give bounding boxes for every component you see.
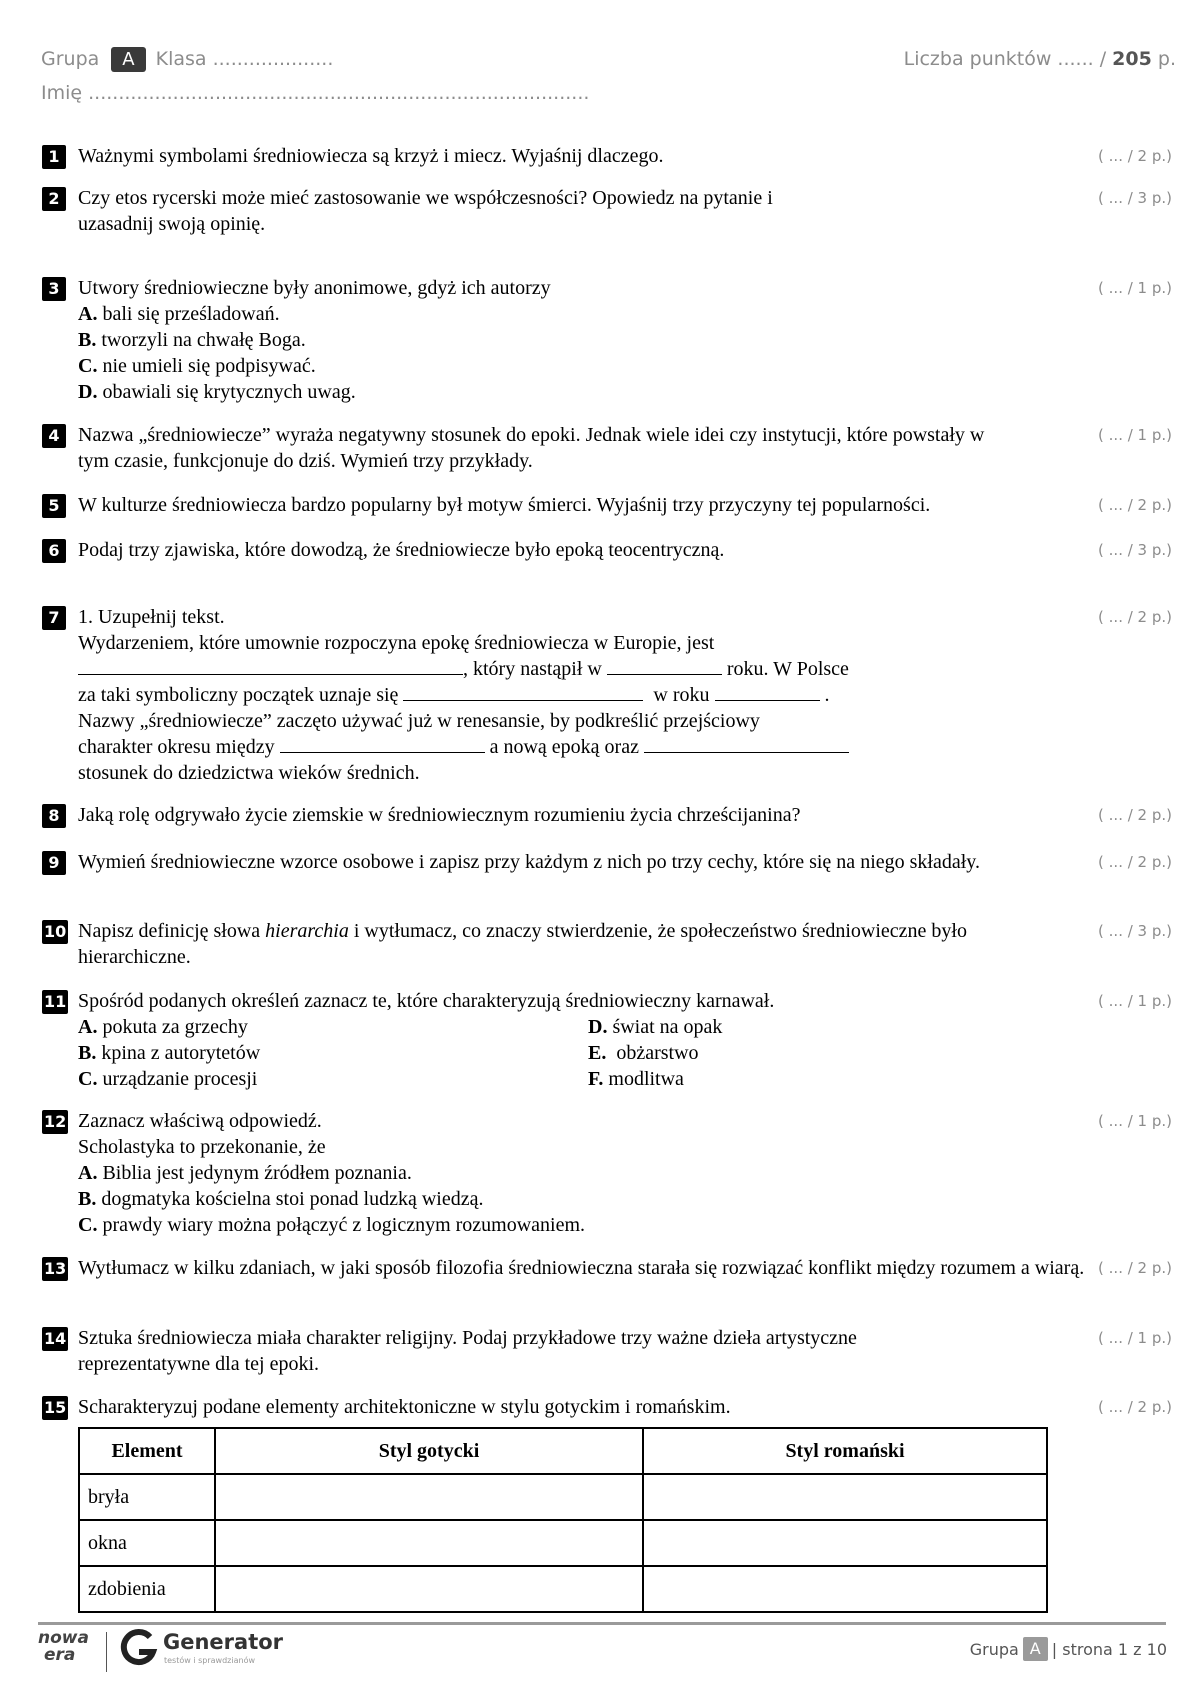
option-d: D. obawiali się krytycznych uwag. — [78, 381, 356, 403]
blank-event-poland[interactable] — [403, 682, 643, 701]
task-8 — [42, 802, 1172, 828]
footer-divider — [38, 1622, 1166, 1625]
page-number: | strona 1 z 10 — [1051, 1639, 1167, 1659]
option-c: C. nie umieli się podpisywać. — [78, 355, 316, 377]
task-points: ( ... / 3 p.) — [1098, 189, 1172, 207]
task-1 — [42, 143, 1172, 169]
task-subtext: Scholastyka to przekonanie, że — [78, 1136, 326, 1158]
task-number: 2 — [42, 187, 66, 211]
task-number: 1 — [42, 145, 66, 169]
option-a: A. Biblia jest jedynym źródłem poznania. — [78, 1162, 412, 1184]
task-number: 8 — [42, 804, 66, 828]
task-9 — [42, 849, 1172, 875]
task-15 — [42, 1394, 1172, 1420]
option-a: A. pokuta za grzechy — [78, 1016, 248, 1038]
points-unit: p. — [1157, 48, 1176, 70]
task-13 — [42, 1255, 1172, 1281]
element-cell: zdobienia — [79, 1566, 215, 1612]
task-12 — [42, 1108, 1172, 1238]
options-grid — [78, 1014, 1088, 1092]
generator-g-icon — [120, 1628, 158, 1670]
group-class-row — [41, 42, 589, 76]
task-text: Czy etos rycerski może mieć zastosowanie we współczesności? Opowiedz na pytanie i uzasadnij swoją opinię. — [78, 187, 773, 235]
task-2 — [42, 185, 1172, 237]
name-row — [41, 76, 589, 110]
task-text: Jaką rolę odgrywało życie ziemskie w średniowiecznym rozumieniu życia chrześcijanina? — [78, 804, 801, 826]
task-points: ( ... / 1 p.) — [1098, 992, 1172, 1010]
task-4 — [42, 422, 1172, 474]
blank-attitude[interactable] — [644, 734, 849, 753]
option-b: B. kpina z autorytetów — [78, 1042, 261, 1064]
logo-separator — [106, 1632, 107, 1672]
task-14 — [42, 1325, 1172, 1377]
name-field: Imię ................................................................................... — [41, 82, 590, 104]
column-header-element: Element — [79, 1428, 215, 1474]
task-points: ( ... / 2 p.) — [1098, 608, 1172, 626]
task-number: 13 — [42, 1257, 68, 1281]
task-points: ( ... / 1 p.) — [1098, 279, 1172, 297]
option-c: C. urządzanie procesji — [78, 1068, 258, 1090]
task-points: ( ... / 2 p.) — [1098, 806, 1172, 824]
gothic-answer-cell[interactable] — [215, 1566, 643, 1612]
option-f: F. modlitwa — [588, 1068, 684, 1090]
blank-year-europe[interactable] — [607, 656, 722, 675]
task-text: Scharakteryzuj podane elementy architektoniczne w stylu gotyckim i romańskim. — [78, 1396, 731, 1418]
points-total — [904, 42, 1176, 76]
task-text: Wytłumacz w kilku zdaniach, w jaki sposób filozofia średniowieczna starała się rozwiązać konflikt między rozumem a wiarą. — [78, 1257, 1085, 1279]
blank-event[interactable] — [78, 656, 463, 675]
generator-logo-subtext: testów i sprawdzianów — [164, 1656, 255, 1665]
table-row — [79, 1474, 1047, 1520]
blank-period[interactable] — [280, 734, 485, 753]
task-text: Ważnymi symbolami średniowiecza są krzyż i miecz. Wyjaśnij dlaczego. — [78, 145, 664, 167]
generator-logo-text: Generator — [163, 1630, 284, 1654]
task-number: 7 — [42, 606, 66, 630]
column-header-gothic: Styl gotycki — [215, 1428, 643, 1474]
task-text: Sztuka średniowiecza miała charakter religijny. Podaj przykładowe trzy ważne dzieła artystyczne reprezentatywne dla tej epoki. — [78, 1327, 857, 1375]
task-7 — [42, 604, 1172, 786]
table-row — [79, 1566, 1047, 1612]
architecture-table — [78, 1427, 1048, 1613]
points-max: 205 — [1112, 48, 1152, 70]
gothic-answer-cell[interactable] — [215, 1474, 643, 1520]
task-number: 14 — [42, 1327, 68, 1351]
task-points: ( ... / 2 p.) — [1098, 1398, 1172, 1416]
element-cell: bryła — [79, 1474, 215, 1520]
nowa-era-logo: nowa era — [38, 1628, 89, 1665]
gothic-answer-cell[interactable] — [215, 1520, 643, 1566]
task-text: Nazwa „średniowiecze” wyraża negatywny stosunek do epoki. Jednak wiele idei czy instytucji, które powstały w tym czasie, funkcjonuje do dziś. Wymień trzy przykłady. — [78, 424, 985, 472]
task-11 — [42, 988, 1172, 1092]
group-label: Grupa — [41, 48, 100, 70]
task-10 — [42, 918, 1172, 970]
task-points: ( ... / 1 p.) — [1098, 1329, 1172, 1347]
table-row — [79, 1520, 1047, 1566]
element-cell: okna — [79, 1520, 215, 1566]
task-points: ( ... / 2 p.) — [1098, 147, 1172, 165]
task-number: 9 — [42, 851, 66, 875]
task-3 — [42, 275, 1172, 405]
task-text: Zaznacz właściwą odpowiedź. — [78, 1110, 322, 1132]
blank-year-poland[interactable] — [715, 682, 820, 701]
task-number: 11 — [42, 990, 68, 1014]
task-text: Spośród podanych określeń zaznacz te, które charakteryzują średniowieczny karnawał. — [78, 990, 775, 1012]
option-a: A. bali się prześladowań. — [78, 303, 280, 325]
task-number: 4 — [42, 424, 66, 448]
footer-group-badge: A — [1023, 1637, 1048, 1661]
task-points: ( ... / 2 p.) — [1098, 1259, 1172, 1277]
option-d: D. świat na opak — [588, 1016, 723, 1038]
task-points: ( ... / 1 p.) — [1098, 1112, 1172, 1130]
option-e: E. obżarstwo — [588, 1042, 699, 1064]
task-number: 10 — [42, 920, 68, 944]
task-text: W kulturze średniowiecza bardzo popularny był motyw śmierci. Wyjaśnij trzy przyczyny tej popularności. — [78, 494, 931, 516]
task-number: 3 — [42, 277, 66, 301]
footer-group-label: Grupa — [969, 1639, 1019, 1659]
task-points: ( ... / 2 p.) — [1098, 853, 1172, 871]
option-b: B. dogmatyka kościelna stoi ponad ludzką wiedzą. — [78, 1188, 484, 1210]
task-5 — [42, 492, 1172, 518]
table-header-row — [79, 1428, 1047, 1474]
task-number: 15 — [42, 1396, 68, 1420]
romanesque-answer-cell[interactable] — [643, 1474, 1047, 1520]
column-header-romanesque: Styl romański — [643, 1428, 1047, 1474]
task-text: Wymień średniowieczne wzorce osobowe i zapisz przy każdym z nich po trzy cechy, które się na niego składały. — [78, 851, 980, 873]
task-points: ( ... / 3 p.) — [1098, 922, 1172, 940]
page-info — [970, 1637, 1167, 1661]
task-number: 5 — [42, 494, 66, 518]
points-label: Liczba punktów ...... / — [903, 48, 1107, 70]
task-points: ( ... / 3 p.) — [1098, 541, 1172, 559]
task-text: Napisz definicję słowa hierarchia i wytłumacz, co znaczy stwierdzenie, że społeczeństwo średniowieczne było hierarchiczne. — [78, 920, 967, 968]
task-number: 12 — [42, 1110, 68, 1134]
romanesque-answer-cell[interactable] — [643, 1566, 1047, 1612]
task-text: Podaj trzy zjawiska, które dowodzą, że średniowiecze było epoką teocentryczną. — [78, 539, 725, 561]
class-field: Klasa .................... — [155, 48, 334, 70]
task-points: ( ... / 1 p.) — [1098, 426, 1172, 444]
task-points: ( ... / 2 p.) — [1098, 496, 1172, 514]
romanesque-answer-cell[interactable] — [643, 1520, 1047, 1566]
task-number: 6 — [42, 539, 66, 563]
option-b: B. tworzyli na chwałę Boga. — [78, 329, 306, 351]
task-text: Utwory średniowieczne były anonimowe, gdyż ich autorzy — [78, 277, 551, 299]
fill-in-text: 1. Uzupełnij tekst. Wydarzeniem, które umownie rozpoczyna epokę średniowiecza w Europie, jest , który nastąpił w roku. W Polsce za taki symboliczny początek uznaje się w roku . Nazwy „średniowiecze” zaczęto używać już w renesansie, by podkreślić przejściowy charakter okresu między a nową epoką oraz stosunek do dziedzictwa wieków średnich. — [78, 606, 849, 784]
task-6 — [42, 537, 1172, 563]
option-c: C. prawdy wiary można połączyć z logicznym rozumowaniem. — [78, 1214, 586, 1236]
group-badge: A — [111, 47, 145, 72]
header-left — [41, 42, 589, 110]
